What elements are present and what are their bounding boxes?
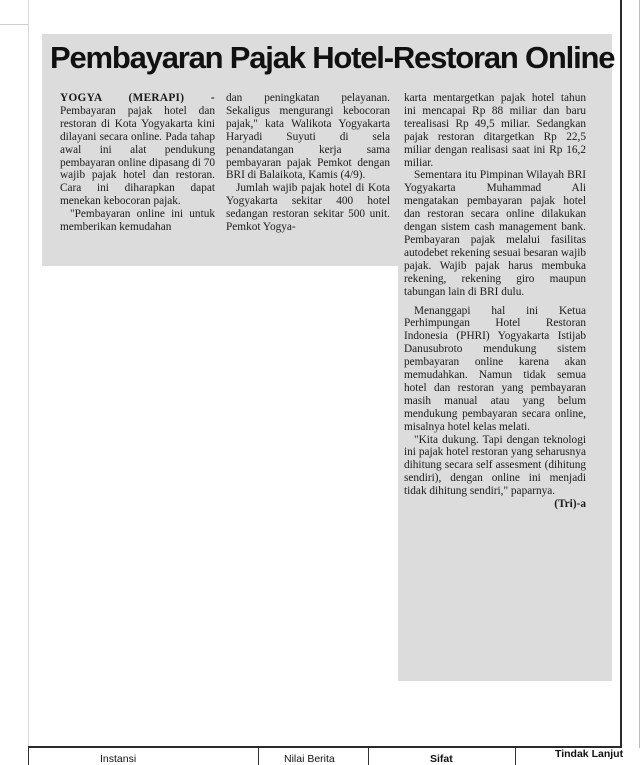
paragraph: Menanggapi hal ini Ketua Perhimpungan Hotel Restoran Indonesia (PHRI) Yogyakarta Istijab Danusubroto mendukung sistem pembayaran online karena akan memudahkan. Namun tidak semua hotel dan restoran yang pembayaran masih manual atau yang belum mendukung pembayaran secara online, misalnya hotel kelas melati. (404, 304, 586, 433)
footer-instansi-label: Instansi (100, 753, 137, 765)
page-right-edge (639, 0, 640, 748)
article-column-3 (404, 92, 586, 511)
table-divider (515, 748, 516, 765)
page-left-edge (28, 0, 29, 748)
table-divider (28, 748, 29, 765)
paragraph: Jumlah wajib pajak hotel di Kota Yogyakarta sekitar 400 hotel sedangan restoran sekitar 500 unit. Pemkot Yogya- (226, 182, 390, 234)
article-dateline: YOGYA (MERAPI) - (60, 92, 215, 104)
article-signature: (Tri)-a (554, 498, 586, 511)
paragraph: karta mentargetkan pajak hotel tahun ini mencapai Rp 88 miliar dan baru terealisasi Rp 49,5 miliar. Sedangkan pajak restoran ditargetkan Rp 22,5 miliar dengan realisasi saat ini Rp 16,2 miliar. (404, 92, 586, 169)
paragraph: dan peningkatan pelayanan. Sekaligus mengurangi kebocoran pajak," kata Walikota Yogyakarta Haryadi Suyuti di sela penandatangan kerja sama pembayaran pajak Pemkot dengan BRI di Balaikota, Kamis (4/9). (226, 92, 390, 182)
paragraph: "Pembayaran online ini untuk memberikan kemudahan (60, 208, 215, 234)
paragraph: Sementara itu Pimpinan Wilayah BRI Yogyakarta Muhammad Ali mengatakan pembayaran pajak hotel dan restoran secara online dilakukan dengan sistem cash management bank. Pembayaran pajak melalui fasilitas autodebet rekening sesuai besaran wajib pajak. Wajib pajak harus membuka rekening, rekening giro maupun tabungan lain di BRI dulu. (404, 169, 586, 298)
paragraph: Pembayaran pajak hotel dan restoran di Kota Yogyakarta kini dilayani secara online. Pada tahap awal ini alat pendukung pembayaran online dipasang di 70 wajib pajak hotel dan restoran. Cara ini diharapkan dapat menekan kebocoran pajak. (60, 104, 215, 208)
article-headline: Pembayaran Pajak Hotel-Restoran Online (50, 40, 615, 75)
footer-tindak-lanjut-label: Tindak Lanjut (555, 748, 624, 760)
footer-sifat-label: Sifat (430, 753, 453, 765)
table-divider (368, 748, 369, 765)
clipping-footer-table (0, 748, 643, 765)
footer-nilai-berita-label: Nilai Berita (284, 753, 335, 765)
page-corner-line (0, 24, 28, 25)
newspaper-clipping (42, 34, 615, 681)
page-right-border (620, 0, 622, 748)
article-column-2 (226, 92, 390, 234)
table-divider (258, 748, 259, 765)
article-column-1 (60, 92, 215, 234)
paragraph: "Kita dukung. Tapi dengan teknologi ini pajak hotel restoran yang seharusnya dihitung secara self assesment (dihitung sendiri), dengan online ini menjadi tidak dihitung sendiri," paparnya. (404, 433, 586, 498)
